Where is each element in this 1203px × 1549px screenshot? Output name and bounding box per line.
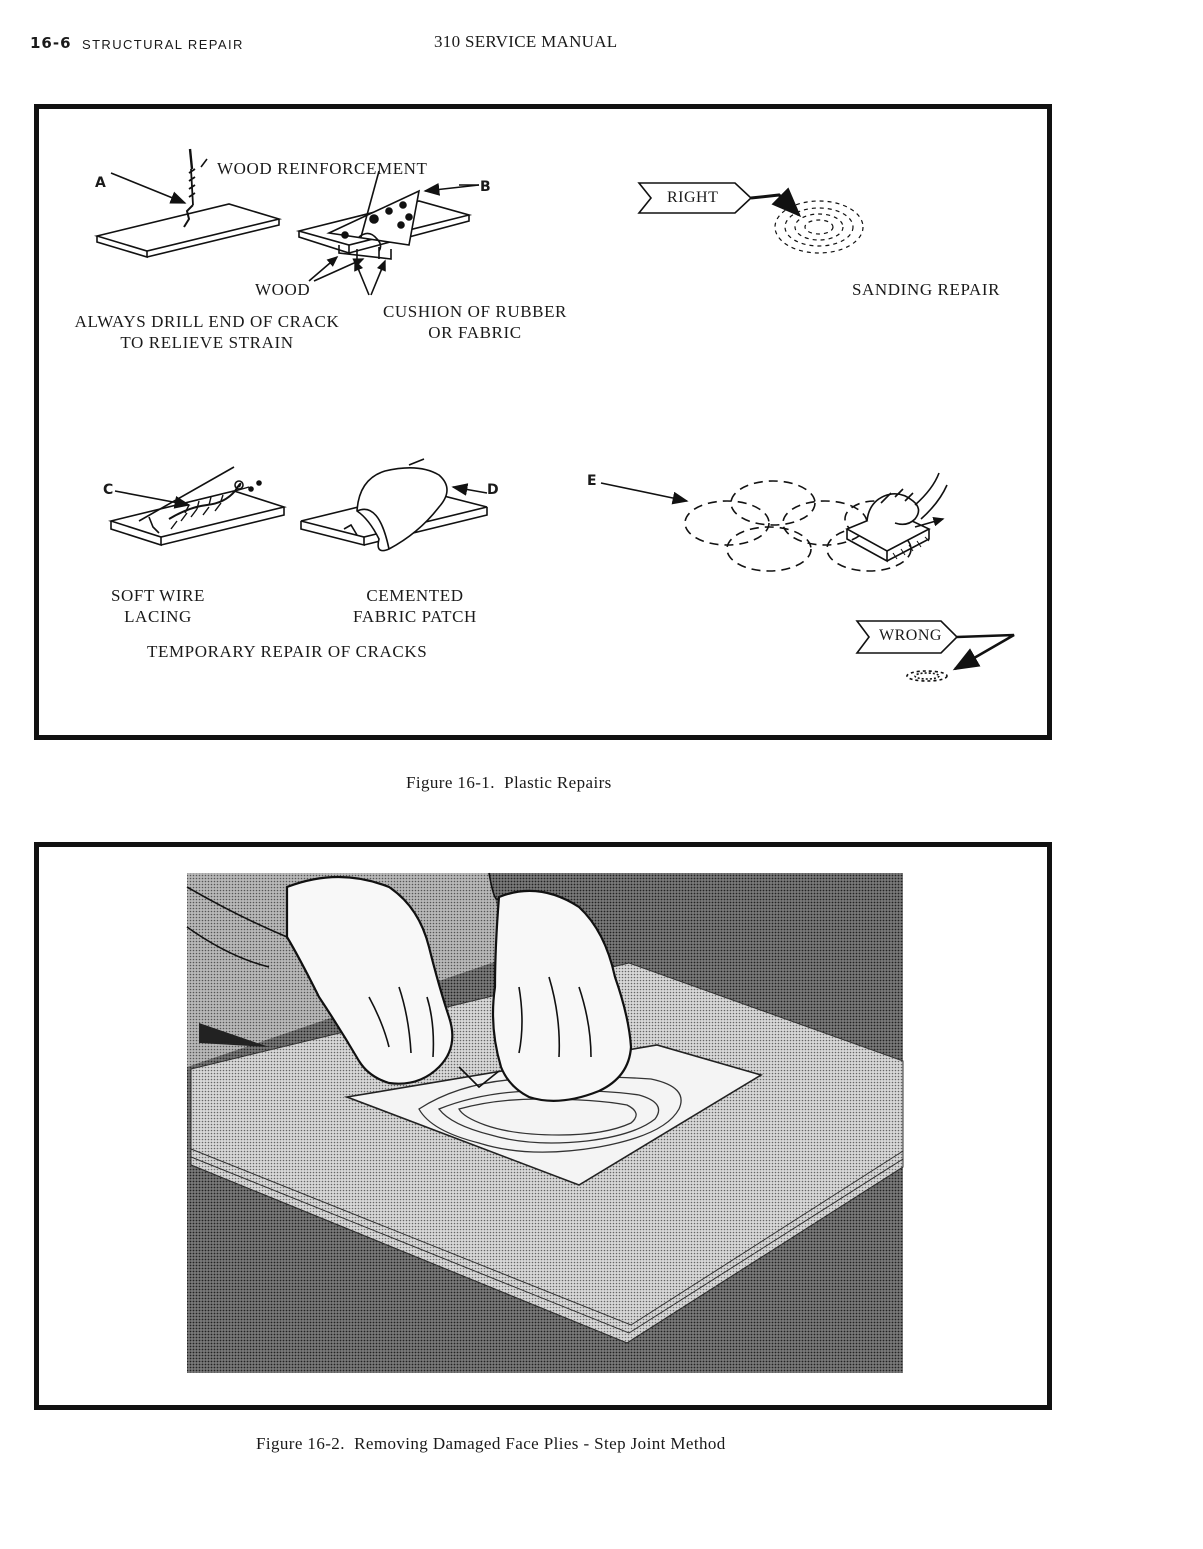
- label-cemented-fabric-patch: [329, 585, 501, 627]
- tag-wrong: WRONG: [879, 627, 942, 644]
- figure-plastic-repairs: [34, 104, 1052, 740]
- figure-step-joint-method: [34, 842, 1052, 1410]
- page-number: 16-6: [30, 34, 72, 52]
- label-cushion: [369, 301, 581, 343]
- figure1-caption: Figure 16-1. Plastic Repairs: [406, 773, 612, 792]
- label-soft-wire-lacing: [97, 585, 219, 627]
- figure2-caption: Figure 16-2. Removing Damaged Face Plies - Step Joint Method: [256, 1434, 726, 1453]
- manual-title: 310 SERVICE MANUAL: [434, 32, 618, 51]
- label-cemented-line1: CEMENTED: [366, 586, 464, 605]
- label-cushion-line1: CUSHION OF RUBBER: [382, 302, 567, 321]
- label-drill-end-of-crack: [51, 311, 363, 353]
- callout-d: D: [487, 482, 499, 498]
- step-joint-photo: [39, 847, 1047, 1405]
- callout-b: B: [480, 179, 491, 195]
- label-soft-wire-line1: SOFT WIRE: [110, 586, 206, 605]
- label-drill-line1: ALWAYS DRILL END OF CRACK: [74, 312, 340, 331]
- callout-c: C: [103, 482, 114, 498]
- label-temporary-repair: TEMPORARY REPAIR OF CRACKS: [147, 642, 428, 661]
- label-soft-wire-line2: LACING: [124, 607, 192, 626]
- label-drill-line2: TO RELIEVE STRAIN: [120, 333, 294, 352]
- callout-a: A: [95, 175, 106, 191]
- label-wood-reinforcement: WOOD REINFORCEMENT: [217, 159, 428, 178]
- tag-right: RIGHT: [667, 189, 719, 206]
- label-wood: WOOD: [255, 280, 311, 299]
- label-cemented-line2: FABRIC PATCH: [353, 607, 477, 626]
- label-cushion-line2: OR FABRIC: [428, 323, 522, 342]
- section-title: STRUCTURAL REPAIR: [82, 37, 244, 52]
- label-sanding-repair: SANDING REPAIR: [852, 280, 1001, 299]
- callout-e: E: [587, 473, 597, 489]
